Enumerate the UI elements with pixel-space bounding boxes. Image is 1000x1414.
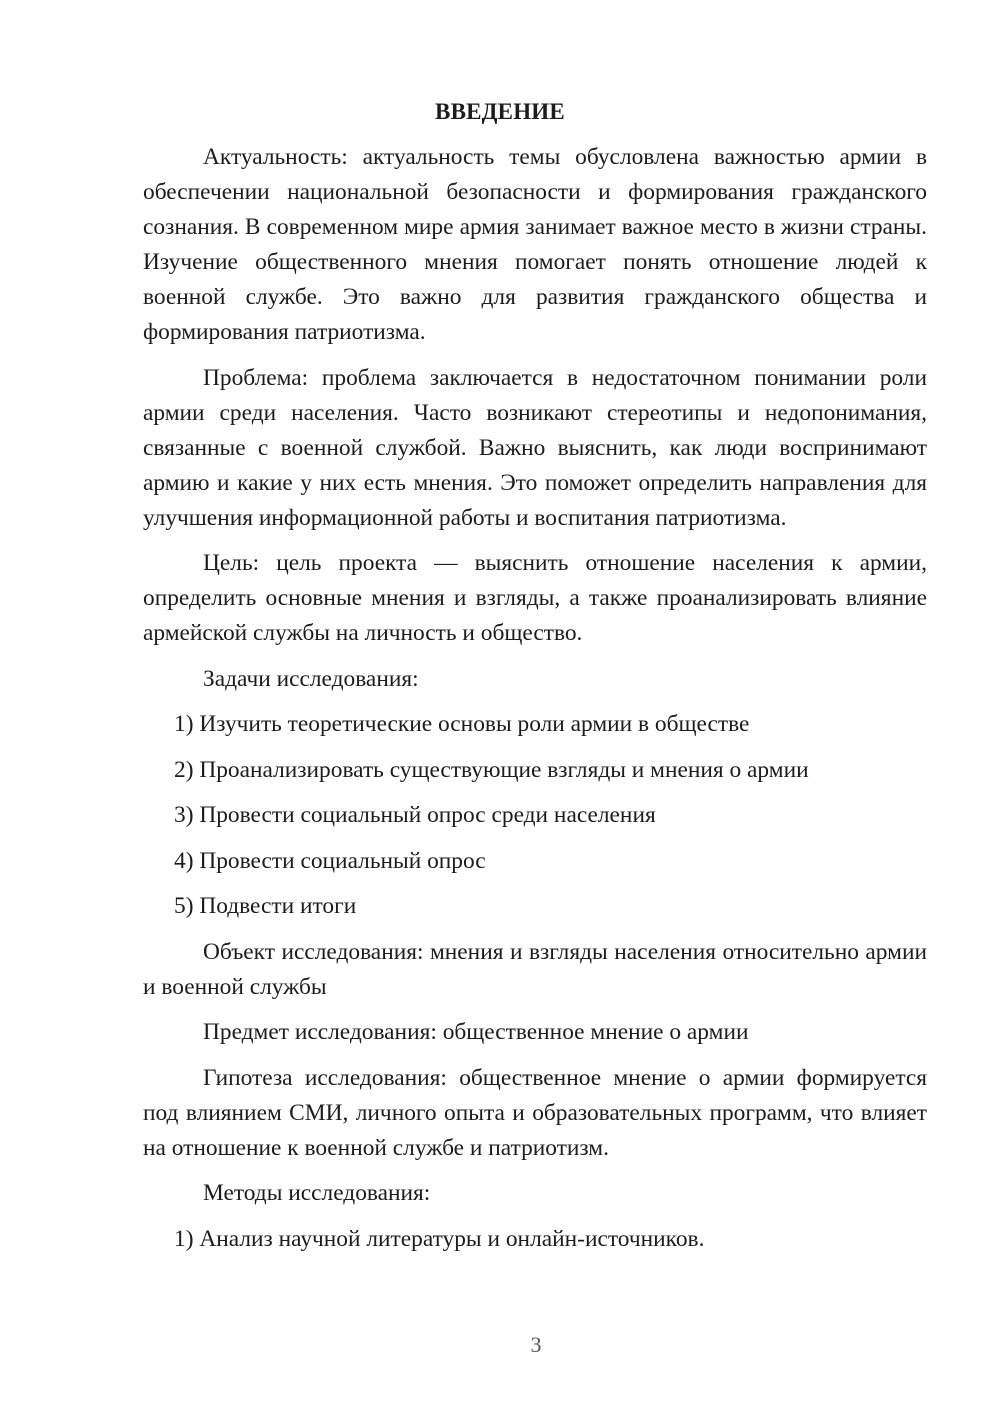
task-item: 3) Провести социальный опрос среди населения <box>174 802 656 828</box>
task-item: 4) Провести социальный опрос <box>174 847 486 874</box>
method-item: 1) Анализ научной литературы и онлайн-источников. <box>174 1225 705 1252</box>
page-title: ВВЕДЕНИЕ <box>435 99 565 124</box>
subject-paragraph: Предмет исследования: общественное мнение о армии <box>203 1019 749 1045</box>
document-body <box>143 140 927 1267</box>
task-item: 2) Проанализировать существующие взгляды и мнения о армии <box>174 756 809 783</box>
hypothesis-paragraph: Гипотеза исследования: общественное мнение о армии формируется под влиянием СМИ, личного опыта и образовательных программ, что влияет на отношение к военной службе и патриотизм. <box>143 1064 927 1161</box>
task-item: 5) Подвести итоги <box>174 893 357 919</box>
task-item: 1) Изучить теоретические основы роли армии в обществе <box>174 711 750 737</box>
relevance-paragraph: Актуальность: актуальность темы обусловлена важностью армии в обеспечении национальной безопасности и формирования гражданского сознания. В современном мире армия занимает важное место в жизни страны. Изучение общественного мнения помогает понять отношение людей к военной службе. Это важно для развития гражданского общества и формирования патриотизма. <box>143 144 927 345</box>
object-paragraph: Объект исследования: мнения и взгляды населения относительно армии и военной службы <box>143 938 927 1000</box>
page-number: 3 <box>530 1332 542 1357</box>
methods-heading: Методы исследования: <box>203 1180 431 1206</box>
problem-paragraph: Проблема: проблема заключается в недостаточном понимании роли армии среди населения. Часто возникают стереотипы и недопонимания, связанные с военной службой. Важно выяснить, как люди воспринимают армию и какие у них есть мнения. Это поможет определить направления для улучшения информационной работы и воспитания патриотизма. <box>143 364 927 531</box>
tasks-heading: Задачи исследования: <box>203 665 419 692</box>
goal-paragraph: Цель: цель проекта — выяснить отношение населения к армии, определить основные мнения и взгляды, а также проанализировать влияние армейской службы на личность и общество. <box>143 550 927 646</box>
